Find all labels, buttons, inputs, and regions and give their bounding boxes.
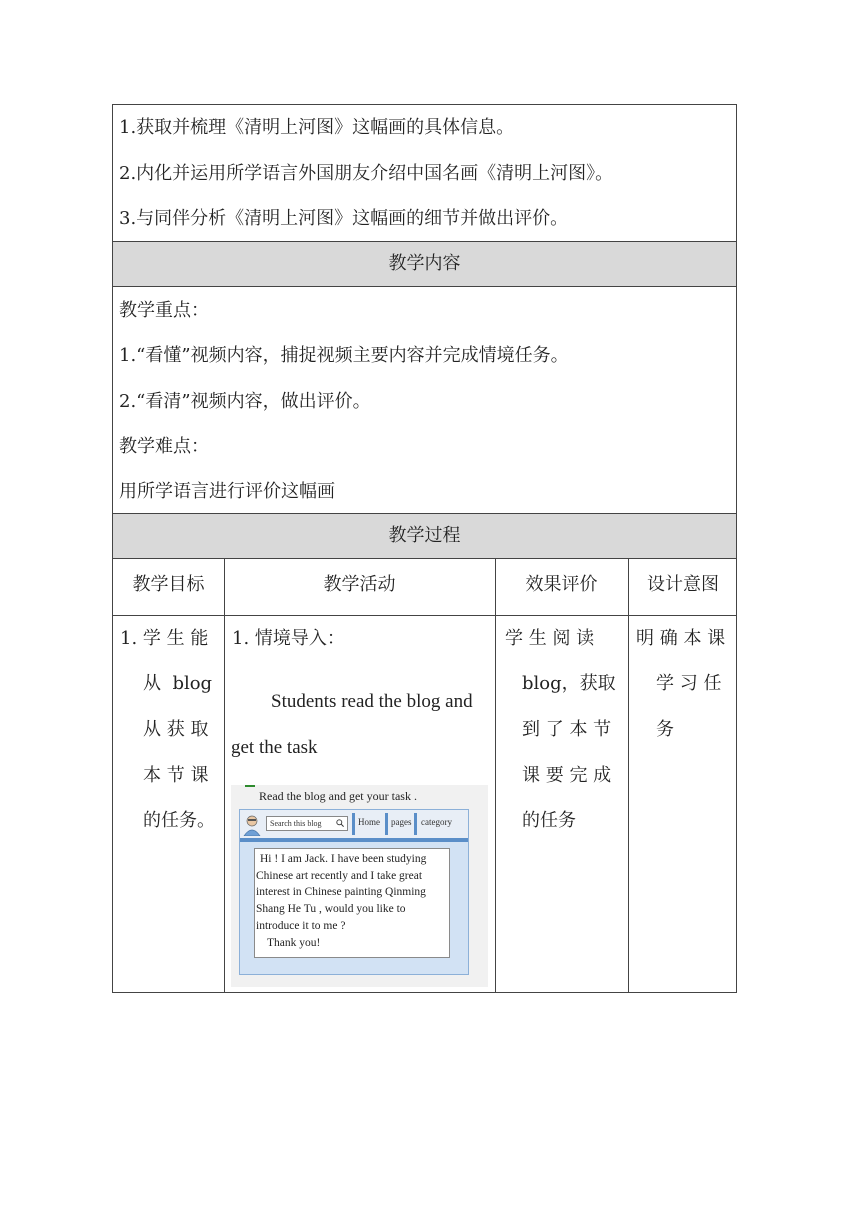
col-header-activity-label: 教学活动 (323, 574, 396, 595)
activity-text: get the task (231, 737, 318, 758)
nav-separator (352, 813, 355, 835)
nav-home[interactable]: Home (358, 817, 380, 827)
search-placeholder: Search this blog (270, 819, 322, 828)
blog-frame (239, 809, 469, 975)
message-line: Shang He Tu , would you like to (256, 903, 406, 915)
message-line: Hi ! I am Jack. I have been studying (260, 853, 427, 865)
blog-search-input[interactable] (266, 816, 348, 831)
blog-title: Read the blog and get your task . (259, 789, 417, 803)
activity-title: 1. 情境导入： (232, 628, 345, 649)
search-icon[interactable] (336, 819, 344, 827)
message-line: introduce it to me ? (256, 920, 346, 932)
blog-navbar (240, 810, 468, 838)
lesson-plan-table (112, 104, 737, 993)
goal-line: 本 节 课 (143, 765, 209, 786)
evaluation-line: 到 了 本 节 (522, 719, 612, 740)
evaluation-line: 学 生 阅 读 (505, 628, 595, 649)
evaluation-line: 课 要 完 成 (522, 765, 612, 786)
col-header-activity (224, 558, 495, 615)
col-header-goal-label: 教学目标 (132, 574, 205, 595)
key-point-1: 1.“看懂”视频内容，捕捉视频主要内容并完成情境任务。 (119, 345, 569, 366)
intent-cell (628, 615, 738, 993)
goal-line: 的任务。 (143, 810, 215, 831)
evaluation-cell (495, 615, 628, 993)
intent-line: 务 (656, 719, 674, 740)
divider (113, 513, 736, 514)
green-marker (245, 785, 255, 787)
difficulty-text: 用所学语言进行评价这幅画 (119, 481, 335, 502)
objective-2: 2.内化并运用所学语言外国朋友介绍中国名画《清明上河图》。 (119, 163, 614, 184)
message-line (256, 884, 426, 901)
blog-image (231, 785, 488, 987)
objective-1: 1.获取并梳理《清明上河图》这幅画的具体信息。 (119, 117, 515, 138)
process-header: 教学过程 (388, 525, 461, 546)
nav-category[interactable]: category (421, 817, 452, 827)
nav-pages[interactable]: pages (391, 817, 412, 827)
evaluation-line: 的任务 (522, 810, 576, 831)
intent-line: 明 确 本 课 (636, 628, 726, 649)
goal-line: 1. 学 生 能 (120, 628, 209, 649)
navbar-underline (240, 838, 468, 842)
key-points-label: 教学重点： (119, 300, 209, 321)
nav-separator (385, 813, 388, 835)
content-header: 教学内容 (388, 253, 461, 274)
col-header-intent-label: 设计意图 (647, 574, 719, 595)
message-line: Chinese art recently and I take great (256, 870, 423, 882)
message-line: Thank you! (267, 937, 321, 949)
col-header-evaluation-label: 效果评价 (525, 574, 598, 595)
message-line-text: interest in Chinese painting Qinming (256, 886, 426, 898)
divider (113, 286, 736, 287)
evaluation-line: blog，获取 (522, 673, 616, 694)
col-header-goal (113, 558, 224, 615)
nav-separator (414, 813, 417, 835)
avatar-icon (242, 814, 262, 836)
key-point-2: 2.“看清”视频内容，做出评价。 (119, 391, 371, 412)
activity-cell (224, 615, 495, 993)
intent-line: 学 习 任 (656, 673, 722, 694)
divider (113, 241, 736, 242)
col-header-evaluation (495, 558, 628, 615)
blog-message-box (254, 848, 450, 958)
col-header-intent (628, 558, 738, 615)
difficulty-label: 教学难点： (119, 436, 209, 457)
goal-line: 从 blog (143, 673, 213, 694)
goal-cell (113, 615, 224, 993)
goal-line: 从 获 取 (143, 719, 209, 740)
activity-text: Students read the blog and (271, 691, 473, 712)
objective-3: 3.与同伴分析《清明上河图》这幅画的细节并做出评价。 (119, 208, 569, 229)
